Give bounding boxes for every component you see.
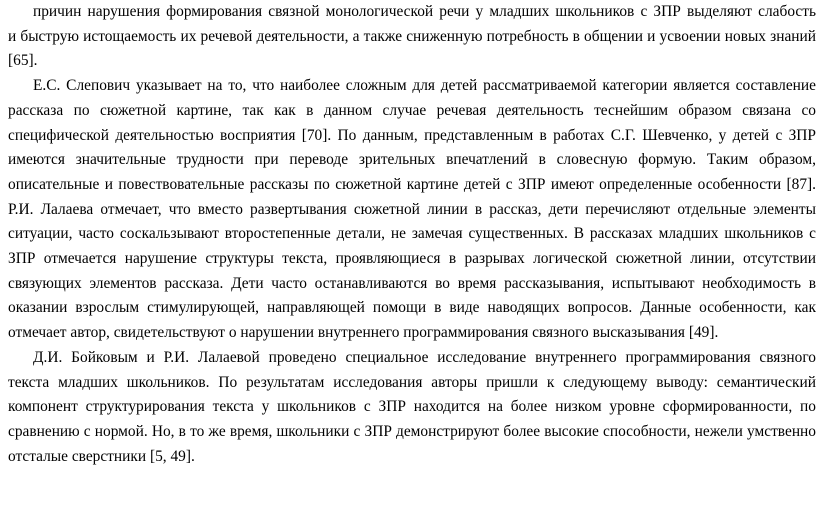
document-page: [8, 0, 816, 513]
paragraph-3-line-2: текста младших школьников. По результатам исследования авторы пришли к следующему выводу: семантический: [8, 373, 816, 391]
paragraph-2-line-8: ЗПР отмечается нарушение структуры текста, проявляющиеся в разрывах логической сюжетной линии, отсутствии: [8, 250, 816, 267]
paragraph-2-line-9: связующих элементов рассказа. Дети часто останавливаются во время рассказывания, испытывают необходимость в: [8, 274, 816, 292]
paragraph-2-line-4: имеются значительные трудности при переводе зрительных впечатлений в словесную формую. Таким образом,: [8, 151, 816, 169]
paragraph-3-line-3: компонент структурирования текста у школьников с ЗПР находится на более низком уровне сформированности, по: [8, 398, 816, 416]
paragraph-1-line-1: причин нарушения формирования связной монологической речи у младших школьников с ЗПР выделяют слабость: [33, 3, 816, 20]
paragraph-2-line-6: Р.И. Лалаева отмечает, что вместо развертывания сюжетной линии в рассказ, дети перечисляют отдельные элементы: [8, 200, 816, 218]
paragraph-2-line-1: Е.С. Слепович указывает на то, что наиболее сложным для детей рассматриваемой категории является составление: [33, 77, 816, 95]
paragraph-3-line-5: отсталые сверстники [5, 49].: [8, 447, 195, 465]
paragraph-1-line-3: [65].: [8, 52, 38, 70]
paragraph-2-line-7: ситуации, часто соскальзывают второстепенные детали, не замечая существенных. В рассказах младших школьников с: [8, 225, 816, 243]
paragraph-2-line-2: рассказа по сюжетной картине, так как в данном случае речевая деятельность теснейшим образом связана со: [8, 101, 816, 119]
paragraph-2-line-5: описательные и повествовательные рассказы по сюжетной картине детей с ЗПР имеют определенные особенности [87].: [8, 175, 816, 193]
paragraph-3-line-1: Д.И. Бойковым и Р.И. Лалаевой проведено специальное исследование внутреннего программирования связного: [33, 348, 816, 366]
paragraph-2-line-11: отмечает автор, свидетельствуют о нарушении внутреннего программирования связного высказывания [49].: [8, 324, 719, 342]
paragraph-1-line-2: и быструю истощаемость их речевой деятельности, а также сниженную потребность в общении и усвоении новых знаний: [8, 27, 816, 45]
paragraph-2-line-3: специфической деятельностью восприятия [70]. По данным, представленным в работах С.Г. Шевченко, у детей с ЗПР: [8, 126, 816, 144]
paragraph-3-line-4: сравнению с нормой. Но, в то же время, школьники с ЗПР демонстрируют более высокие способности, нежели умственно: [8, 422, 816, 440]
paragraph-2-line-10: оказании взрослым стимулирующей, направляющей помощи в виде наводящих вопросов. Данные особенности, как: [8, 299, 816, 317]
